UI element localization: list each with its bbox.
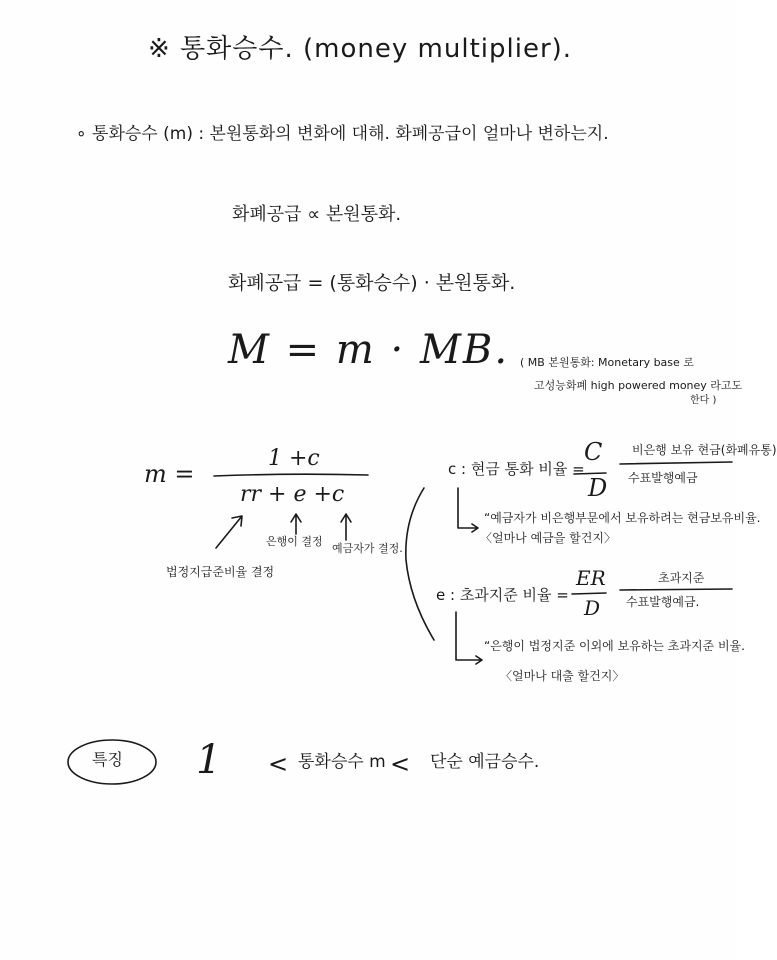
page-title: ※ 통화승수. (money multiplier). (148, 34, 573, 64)
arrow-label-rr: 법정지급준비율 결정 (166, 565, 275, 579)
feature-label: 특징 (92, 750, 123, 769)
e-fraction-bar (572, 593, 606, 594)
c-fraction-denominator: D (588, 474, 608, 502)
formula-fraction-bar (214, 474, 368, 476)
feature-less-than-2: < (390, 750, 411, 778)
arrow-to-rr (216, 516, 242, 548)
arrow-to-c (341, 514, 351, 540)
c-rhs-fraction-bar (620, 462, 732, 464)
feature-less-than-1: < (268, 750, 289, 778)
formula-denominator: rr + e +c (240, 482, 345, 507)
e-rhs-fraction-bar (620, 589, 732, 590)
e-ratio-definition: e : 초과지준 비율 = (436, 586, 569, 604)
formula-numerator: 1 +c (268, 446, 320, 471)
e-note-hook (456, 612, 482, 664)
money-multiplier-definition: ∘ 통화승수 (m) : 본원통화의 변화에 대해. 화폐공급이 얼마나 변하는지. (76, 124, 609, 144)
e-note-line1: “은행이 법정지준 이외에 보유하는 초과지준 비율. (484, 639, 745, 653)
formula-lhs: m = (144, 460, 195, 488)
e-rhs-numerator: 초과지준 (658, 571, 705, 585)
c-note-hook (458, 488, 478, 532)
e-fraction-numerator: ER (576, 566, 606, 590)
bracket (406, 488, 434, 640)
c-note-line2: 〈얼마나 예금을 할건지〉 (480, 531, 616, 545)
c-rhs-numerator: 비은행 보유 현금(화폐유통) (632, 443, 777, 457)
mb-note-line2: 고성능화폐 high powered money 라고도 (534, 379, 743, 392)
mb-note-line1: ( MB 본원통화: Monetary base 로 (520, 356, 694, 369)
equation-in-words: 화폐공급 = (통화승수) · 본원통화. (228, 272, 516, 294)
arrow-label-e: 은행이 결정 (266, 535, 323, 548)
feature-lower-bound: 1 (196, 737, 222, 783)
mb-note-line3: 한다 ) (690, 395, 717, 406)
arrow-label-c: 예금자가 결정. (332, 542, 403, 555)
e-rhs-denominator: 수표발행예금. (626, 595, 700, 609)
equation-symbols: M = m · MB. (228, 327, 510, 373)
arrow-to-e (291, 514, 301, 534)
c-rhs-denominator: 수표발행예금 (628, 471, 698, 485)
c-ratio-definition: c : 현금 통화 비율 = (448, 460, 585, 478)
feature-upper-bound: 단순 예금승수. (430, 752, 540, 772)
c-note-line1: “예금자가 비은행부문에서 보유하려는 현금보유비율. (484, 511, 761, 525)
proportional-relation: 화폐공급 ∝ 본원통화. (232, 204, 402, 225)
e-note-line2: 〈얼마나 대출 할건지〉 (500, 669, 625, 683)
c-fraction-numerator: C (584, 438, 603, 466)
feature-middle-term: 통화승수 m (298, 752, 386, 772)
e-fraction-denominator: D (584, 596, 601, 620)
